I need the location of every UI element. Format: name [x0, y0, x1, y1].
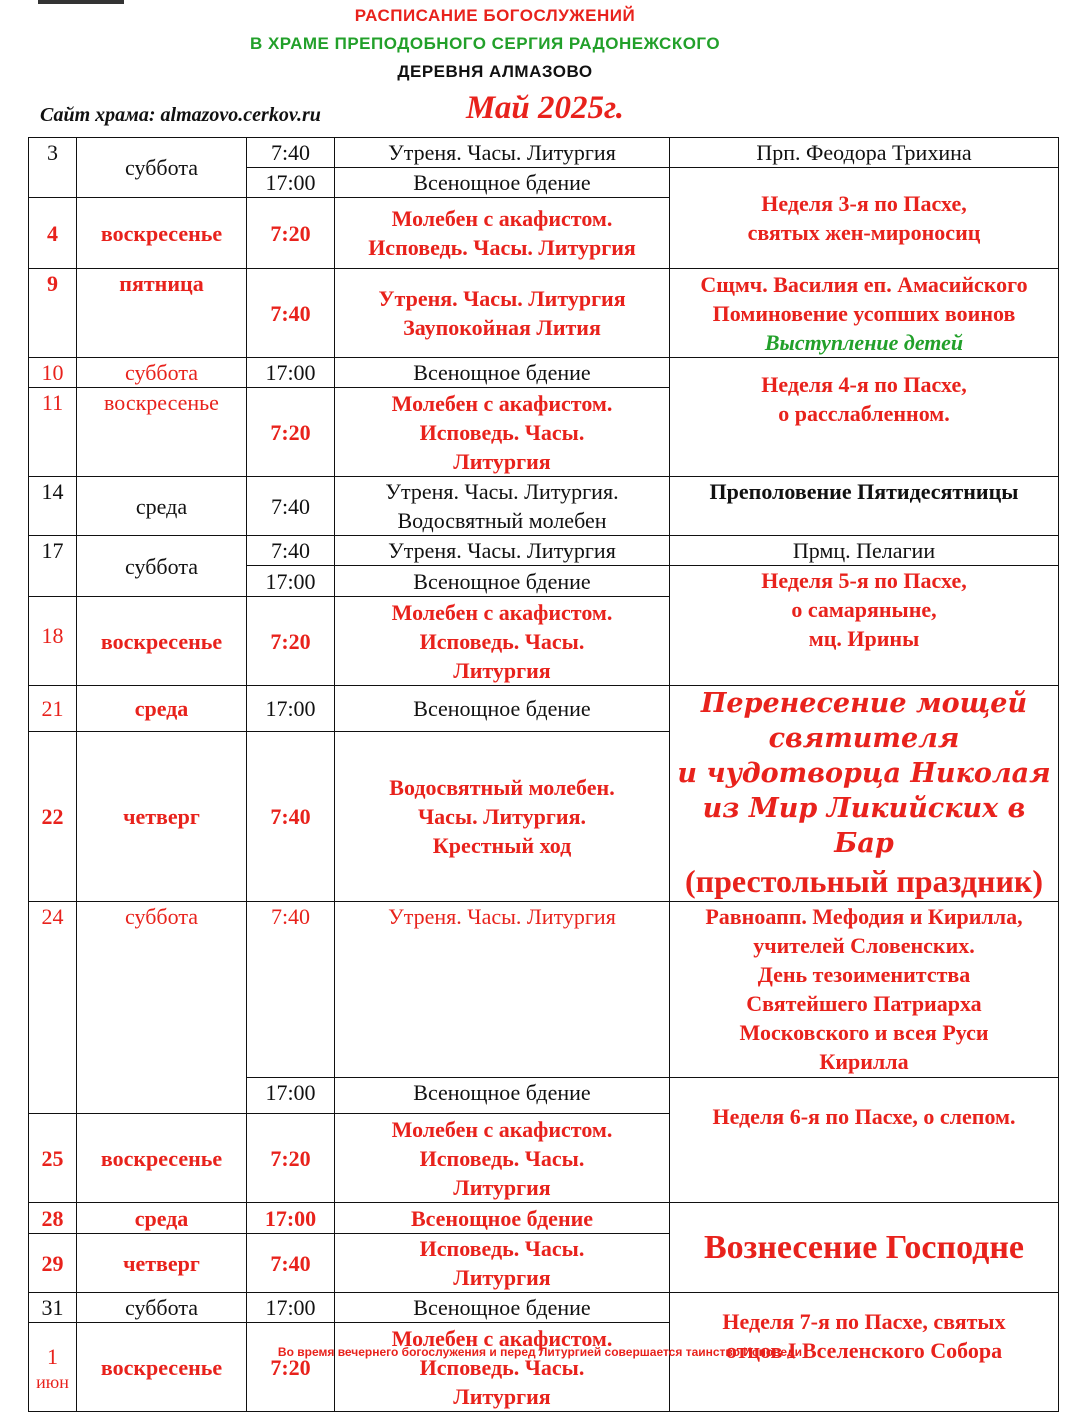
- time-cell: 17:00: [247, 566, 335, 597]
- service-line: Исповедь. Часы.: [419, 419, 585, 445]
- service-cell: Всенощное бдение: [335, 1078, 670, 1114]
- service-line: Крестный ход: [432, 833, 572, 859]
- service-cell: Всенощное бдение: [335, 358, 670, 388]
- table-row: [29, 138, 1059, 168]
- service-line: Молебен с акафистом.: [391, 1325, 613, 1351]
- service-cell: Всенощное бдение: [335, 686, 670, 732]
- time-cell: 17:00: [247, 1293, 335, 1323]
- weekday-cell: среда: [77, 477, 247, 536]
- footer-note: Во время вечернего богослужения и перед Литургией совершается таинство Исповеди: [277, 1345, 803, 1359]
- weekday-cell: среда: [77, 686, 247, 732]
- feast-line: Сщмч. Василия еп. Амасийского: [700, 271, 1028, 297]
- time-cell: 7:40: [247, 536, 335, 566]
- time-cell: 7:40: [247, 138, 335, 168]
- service-line: Утреня. Часы. Литургия.: [385, 479, 619, 504]
- service-cell: Утреня. Часы. Литургия: [335, 138, 670, 168]
- feast-line: из Мир Ликийских в Бар: [702, 793, 1026, 859]
- title-line2: В ХРАМЕ ПРЕПОДОБНОГО СЕРГИЯ РАДОНЕЖСКОГО: [249, 34, 721, 53]
- service-cell: [335, 477, 670, 536]
- service-line: Литургия: [453, 1265, 551, 1290]
- weekday-cell: четверг: [77, 732, 247, 902]
- service-line: Молебен с акафистом.: [391, 599, 613, 625]
- service-cell: Всенощное бдение: [335, 168, 670, 198]
- feast-line: (престольный праздник): [685, 863, 1043, 899]
- feast-cell: [670, 566, 1059, 686]
- feast-cell: Прп. Феодора Трихина: [670, 138, 1059, 168]
- weekday-cell: воскресенье: [77, 388, 247, 477]
- feast-line: Святейшего Патриарха: [746, 991, 982, 1016]
- service-cell: Утреня. Часы. Литургия: [335, 536, 670, 566]
- time-cell: 17:00: [247, 358, 335, 388]
- feast-cell: [670, 902, 1059, 1078]
- feast-line: учителей Словенских.: [753, 933, 975, 958]
- service-cell: [335, 1234, 670, 1293]
- day-cell: 22: [29, 732, 77, 902]
- feast-cell: [670, 168, 1059, 269]
- title-line1: РАСПИСАНИЕ БОГОСЛУЖЕНИЙ: [354, 6, 636, 25]
- table-row: [29, 1293, 1059, 1323]
- day-cell: 4: [29, 198, 77, 269]
- feast-line: о самаряныне,: [791, 597, 937, 622]
- weekday-cell: суббота: [77, 138, 247, 198]
- weekday-cell: воскресенье: [77, 198, 247, 269]
- weekday-cell: суббота: [77, 902, 247, 1114]
- day-cell: 29: [29, 1234, 77, 1293]
- month-title: Май 2025г.: [466, 90, 624, 126]
- table-row: [29, 1203, 1059, 1234]
- table-row: [29, 358, 1059, 388]
- feast-line: и чудотворца Николая: [677, 758, 1051, 789]
- logo-strip: [38, 0, 124, 4]
- time-cell: 7:20: [247, 1323, 335, 1412]
- day-cell: 10: [29, 358, 77, 388]
- feast-line: Перенесение мощей святителя: [700, 688, 1028, 754]
- time-cell: 7:40: [247, 477, 335, 536]
- day-cell: 31: [29, 1293, 77, 1323]
- service-cell: [335, 732, 670, 902]
- service-line: Литургия: [453, 1383, 551, 1409]
- weekday-cell: воскресенье: [77, 1323, 247, 1412]
- time-cell: 7:40: [247, 902, 335, 1078]
- feast-cell: Преполовение Пятидесятницы: [670, 477, 1059, 536]
- service-line: Молебен с акафистом.: [391, 206, 613, 231]
- time-cell: 17:00: [247, 1078, 335, 1114]
- feast-line: отцов I Вселенского Собора: [725, 1338, 1003, 1363]
- day-cell: 28: [29, 1203, 77, 1234]
- schedule-table: [28, 137, 1059, 1412]
- feast-line: Неделя 3-я по Пасхе,: [761, 191, 967, 216]
- feast-cell: [670, 358, 1059, 477]
- service-line: Заупокойная Лития: [403, 315, 601, 340]
- time-cell: 7:20: [247, 597, 335, 686]
- table-row: [29, 536, 1059, 566]
- day-number: 1: [47, 1343, 58, 1369]
- day-cell: 25: [29, 1114, 77, 1203]
- feast-line: Неделя 4-я по Пасхе,: [761, 372, 967, 397]
- feast-cell: Прмц. Пелагии: [670, 536, 1059, 566]
- time-cell: 7:40: [247, 732, 335, 902]
- feast-line: Выступление детей: [764, 329, 964, 355]
- service-cell: Утреня. Часы. Литургия: [335, 902, 670, 1078]
- feast-line: мц. Ирины: [808, 626, 920, 651]
- service-cell: [335, 269, 670, 358]
- feast-cell: [670, 269, 1059, 358]
- weekday-cell: четверг: [77, 1234, 247, 1293]
- service-cell: [335, 388, 670, 477]
- day-cell: [29, 1323, 77, 1412]
- service-cell: [335, 198, 670, 269]
- site-link[interactable]: Сайт храма: almazovo.cerkov.ru: [40, 104, 321, 126]
- service-line: Исповедь. Часы. Литургия: [368, 235, 636, 260]
- day-cell: 9: [29, 269, 77, 358]
- weekday-cell: суббота: [77, 536, 247, 597]
- service-cell: [335, 597, 670, 686]
- service-line: Литургия: [453, 657, 551, 683]
- day-cell: 21: [29, 686, 77, 732]
- time-cell: 7:20: [247, 1114, 335, 1203]
- service-line: Часы. Литургия.: [418, 804, 586, 830]
- time-cell: 7:20: [247, 388, 335, 477]
- time-cell: 7:20: [247, 198, 335, 269]
- time-cell: 17:00: [247, 168, 335, 198]
- feast-cell: Вознесение Господне: [670, 1203, 1059, 1293]
- feast-line: Московского и всея Руси: [739, 1020, 989, 1045]
- day-cell: 17: [29, 536, 77, 597]
- feast-line: Поминовение усопших воинов: [712, 300, 1016, 326]
- weekday-cell: пятница: [77, 269, 247, 358]
- weekday-cell: воскресенье: [77, 597, 247, 686]
- feast-line: Кирилла: [819, 1049, 909, 1074]
- service-line: Литургия: [453, 448, 551, 474]
- feast-line: Равноапп. Мефодия и Кирилла,: [705, 904, 1023, 929]
- weekday-cell: суббота: [77, 358, 247, 388]
- title-line3: ДЕРЕВНЯ АЛМАЗОВО: [397, 62, 593, 81]
- table-row: [29, 269, 1059, 358]
- service-cell: Всенощное бдение: [335, 1203, 670, 1234]
- day-cell: 3: [29, 138, 77, 198]
- service-cell: Всенощное бдение: [335, 1293, 670, 1323]
- feast-line: Неделя 5-я по Пасхе,: [761, 568, 967, 593]
- time-cell: 7:40: [247, 1234, 335, 1293]
- day-month: июн: [36, 1371, 69, 1392]
- service-cell: [335, 1323, 670, 1412]
- table-row: [29, 477, 1059, 536]
- service-cell: Всенощное бдение: [335, 566, 670, 597]
- service-line: Исповедь. Часы.: [419, 1354, 585, 1380]
- day-cell: 14: [29, 477, 77, 536]
- feast-line: святых жен-мироносиц: [747, 220, 981, 245]
- service-line: Исповедь. Часы.: [419, 1236, 585, 1261]
- feast-line: Неделя 7-я по Пасхе, святых: [722, 1309, 1006, 1334]
- feast-line: День тезоименитства: [757, 962, 971, 987]
- time-cell: 17:00: [247, 686, 335, 732]
- service-line: Утреня. Часы. Литургия: [378, 286, 626, 311]
- weekday-cell: среда: [77, 1203, 247, 1234]
- service-line: Литургия: [453, 1174, 551, 1200]
- feast-cell: Неделя 6-я по Пасхе, о слепом.: [670, 1078, 1059, 1203]
- service-cell: [335, 1114, 670, 1203]
- weekday-cell: воскресенье: [77, 1114, 247, 1203]
- time-cell: 17:00: [247, 1203, 335, 1234]
- table-row: [29, 902, 1059, 1078]
- day-cell: 11: [29, 388, 77, 477]
- service-line: Водосвятный молебен: [397, 508, 607, 533]
- feast-cell: [670, 686, 1059, 902]
- day-cell: 24: [29, 902, 77, 1114]
- service-line: Молебен с акафистом.: [391, 1116, 613, 1142]
- weekday-cell: суббота: [77, 1293, 247, 1323]
- service-line: Исповедь. Часы.: [419, 1145, 585, 1171]
- time-cell: 7:40: [247, 269, 335, 358]
- feast-line: о расслабленном.: [778, 401, 950, 426]
- service-line: Водосвятный молебен.: [389, 775, 615, 801]
- service-line: Исповедь. Часы.: [419, 628, 585, 654]
- table-row: [29, 686, 1059, 732]
- service-line: Молебен с акафистом.: [391, 390, 613, 416]
- day-cell: 18: [29, 597, 77, 686]
